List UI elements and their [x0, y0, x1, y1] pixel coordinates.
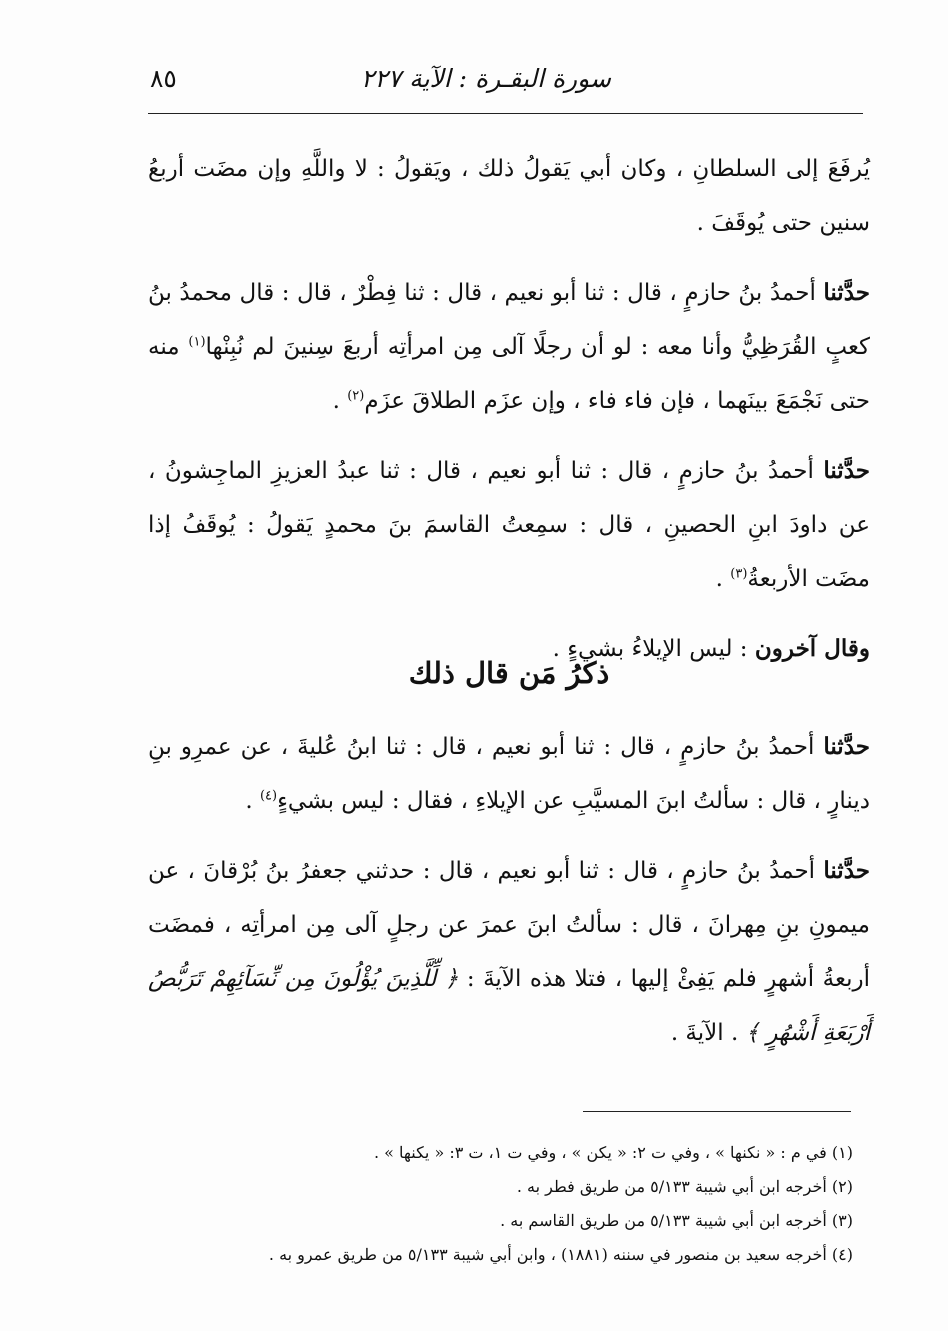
paragraph-2: [148, 266, 870, 428]
paragraph-text: أحمدُ بنُ حازمٍ ، قال : ثنا أبو نعيم ، قال : ثنا فِطْرٌ ، قال : قال محمدُ بنُ كعبٍ القُرَظِيُّ وأنا معه : لو أن رجلًا آلى مِن امرأتِه أربعَ سِنينَ لم نُبِنْها: [148, 280, 870, 360]
main-text-block-2: [148, 720, 870, 1060]
paragraph-text: .: [332, 388, 348, 414]
footnotes: [148, 1136, 853, 1272]
footnote-marker-1: (١): [188, 334, 206, 350]
paragraph-5: [148, 720, 870, 828]
page-number: ٨٥: [150, 64, 177, 93]
main-text-block-1: [148, 142, 870, 676]
paragraph-text: أحمدُ بنُ حازمٍ ، قال : ثنا أبو نعيم ، قال : حدثني جعفرُ بنُ بُرْقانَ ، عن ميمونِ بنِ مِهرانَ ، قال : سألتُ ابنَ عمرَ عن رجلٍ آلى مِن امرأتِه ، فمضَت أربعةُ أشهرٍ فلم يَفِئْ إليها ، فتلا هذه الآيةَ :: [148, 858, 870, 992]
paragraph-3: [148, 444, 870, 606]
footnote-marker-2: (٢): [347, 388, 365, 404]
running-header: [148, 58, 863, 102]
paragraph-text: منه حتى نَجْمَعَ بينَهما ، فإن فاء فاء ، وإن عزَم الطلاقَ عزَم: [148, 334, 870, 414]
section-heading: ذكرُ مَن قال ذلك: [408, 656, 610, 690]
header-title: سورة البقـرة : الآية ٢٢٧: [360, 64, 611, 93]
paragraph-text: أحمدُ بنُ حازمٍ ، قال : ثنا أبو نعيم ، قال : ثنا عبدُ العزيزِ الماجِشونُ ، عن داودَ ابنِ الحصينِ ، قال : سمِعتُ القاسمَ بنَ محمدٍ يَقولُ : يُوقَفُ إذا مضَت الأربعةُ: [148, 458, 870, 592]
footnote-separator: [583, 1111, 851, 1112]
paragraph-6: [148, 844, 870, 1060]
paragraph-1: [148, 142, 870, 250]
paragraph-lead: حدَّثنا: [823, 857, 870, 884]
footnote-marker-4: (٤): [259, 788, 278, 804]
paragraph-text: يُرفَعَ إلى السلطانِ ، وكان أبي يَقولُ ذلك ، ويَقولُ : لا واللَّهِ وإن مضَت أربعُ سنين حتى يُوقَفَ .: [148, 156, 870, 236]
paragraph-text: : ليس الإيلاءُ بشيءٍ .: [552, 636, 755, 662]
paragraph-lead: حدَّثنا: [823, 279, 870, 306]
paragraph-lead: حدَّثنا: [823, 457, 870, 484]
quran-verse: ﴿ لِّلَّذِينَ يُؤْلُونَ مِن نِّسَآئِهِمْ تَرَبُّصُ أَرْبَعَةِ أَشْهُرٍ ﴾: [148, 966, 870, 1046]
footnote-4: (٤) أخرجه سعيد بن منصور في سننه (١٨٨١) ، وابن أبي شيبة ٥/١٣٣ من طريق عمرو به .: [268, 1245, 853, 1264]
paragraph-text: أحمدُ بنُ حازمٍ ، قال : ثنا أبو نعيم ، قال : ثنا ابنُ عُليةَ ، عن عمرِو بنِ دينارٍ ، قال : سألتُ ابنَ المسيَّبِ عن الإيلاءِ ، فقال : ليس بشيءٍ: [148, 734, 870, 814]
paragraph-text: . الآيةَ .: [670, 1020, 746, 1046]
footnote-marker-3: (٣): [730, 566, 748, 582]
paragraph-lead: وقال آخرون: [754, 635, 870, 662]
paragraph-text: .: [715, 566, 731, 592]
header-rule: [148, 113, 863, 114]
footnote-2: (٢) أخرجه ابن أبي شيبة ٥/١٣٣ من طريق فطر به .: [516, 1177, 853, 1196]
footnote-3: (٣) أخرجه ابن أبي شيبة ٥/١٣٣ من طريق القاسم به .: [500, 1211, 853, 1230]
paragraph-lead: حدَّثنا: [823, 733, 870, 760]
paragraph-text: .: [245, 788, 260, 814]
footnote-1: (١) في م : « نكنها » ، وفي ت ٢: « يكن » ، وفي ت ١، ت ٣: « يكنها » .: [373, 1143, 853, 1162]
